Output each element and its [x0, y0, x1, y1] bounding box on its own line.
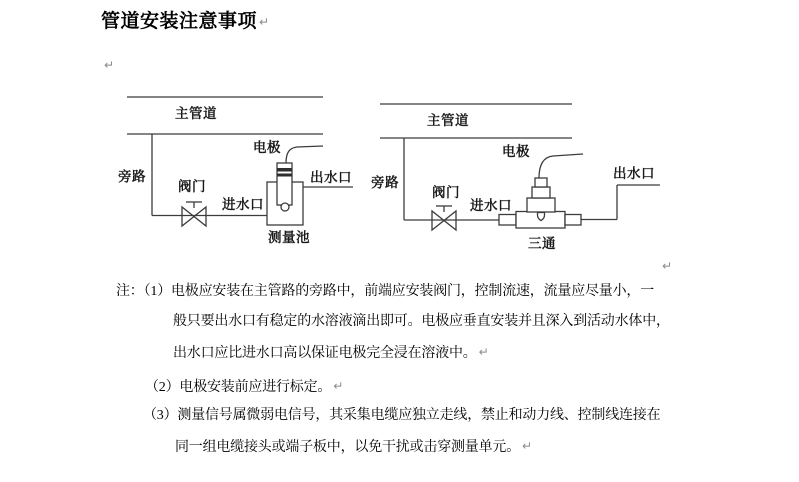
paragraph-mark-icon: ↵	[522, 439, 532, 453]
outlet-label: 出水口	[613, 166, 655, 181]
inlet-label: 进水口	[470, 198, 512, 213]
note-text: （3）测量信号属微弱电信号，其采集电缆应独立走线，禁止和动力线、控制线连接在	[143, 408, 661, 423]
main-pipe-label: 主管道	[175, 106, 217, 121]
tee-left-stub	[499, 215, 516, 226]
bypass-label: 旁路	[371, 175, 399, 190]
note-line-3	[173, 343, 488, 363]
note-text: 出水口应比进水口高以保证电极完全浸在溶液中。	[173, 346, 477, 361]
electrode-cable	[286, 146, 323, 163]
page-title-text: 管道安装注意事项	[101, 11, 258, 32]
electrode-label: 电极	[253, 140, 281, 155]
diagram-tee-fitting	[365, 85, 670, 257]
note-line-4	[145, 377, 343, 397]
paragraph-mark-icon: ↵	[478, 345, 489, 359]
note-line-6	[175, 437, 532, 457]
electrode-label: 电极	[502, 144, 530, 159]
paragraph-mark-icon: ↵	[333, 379, 344, 393]
valve-label: 阀门	[178, 179, 206, 194]
electrode-cap	[535, 178, 547, 187]
note-line-1	[116, 283, 654, 301]
page-title	[101, 11, 270, 33]
electrode-band	[277, 168, 292, 172]
vessel-label: 测量池	[268, 230, 310, 245]
outlet-label: 出水口	[310, 170, 352, 185]
note-text: 同一组电缆接头或端子板中，以免干扰或击穿测量单元。	[175, 440, 520, 455]
tee-label: 三通	[528, 236, 556, 251]
valve-symbol	[182, 207, 206, 226]
paragraph-mark-icon: ↵	[259, 15, 270, 29]
note-text: 般只要出水口有稳定的水溶液滴出即可。电极应垂直安装并且深入到活动水体中，	[173, 314, 670, 329]
note-line-2	[173, 313, 670, 331]
electrode-neck	[532, 187, 550, 198]
paragraph-mark-icon: ↵	[662, 259, 673, 273]
tee-right-stub	[565, 215, 581, 226]
note-line-5	[143, 407, 660, 425]
valve-label: 阀门	[432, 185, 460, 200]
main-pipe-label: 主管道	[427, 113, 469, 128]
note-text: （2）电极安装前应进行标定。	[145, 380, 332, 395]
inlet-label: 进水口	[222, 197, 264, 212]
bypass-label: 旁路	[118, 169, 146, 184]
electrode-cable	[539, 154, 583, 178]
electrode-tip	[538, 213, 545, 221]
electrode-collar	[527, 198, 555, 212]
paragraph-mark-icon: ↵	[104, 58, 115, 72]
diagram-measuring-vessel	[100, 85, 370, 250]
electrode-band	[277, 174, 292, 177]
note-text: 注：（1）电极应安装在主管路的旁路中，前端应安装阀门，控制流速，流量应尽量小，一	[116, 284, 654, 299]
electrode-tip	[281, 203, 289, 211]
